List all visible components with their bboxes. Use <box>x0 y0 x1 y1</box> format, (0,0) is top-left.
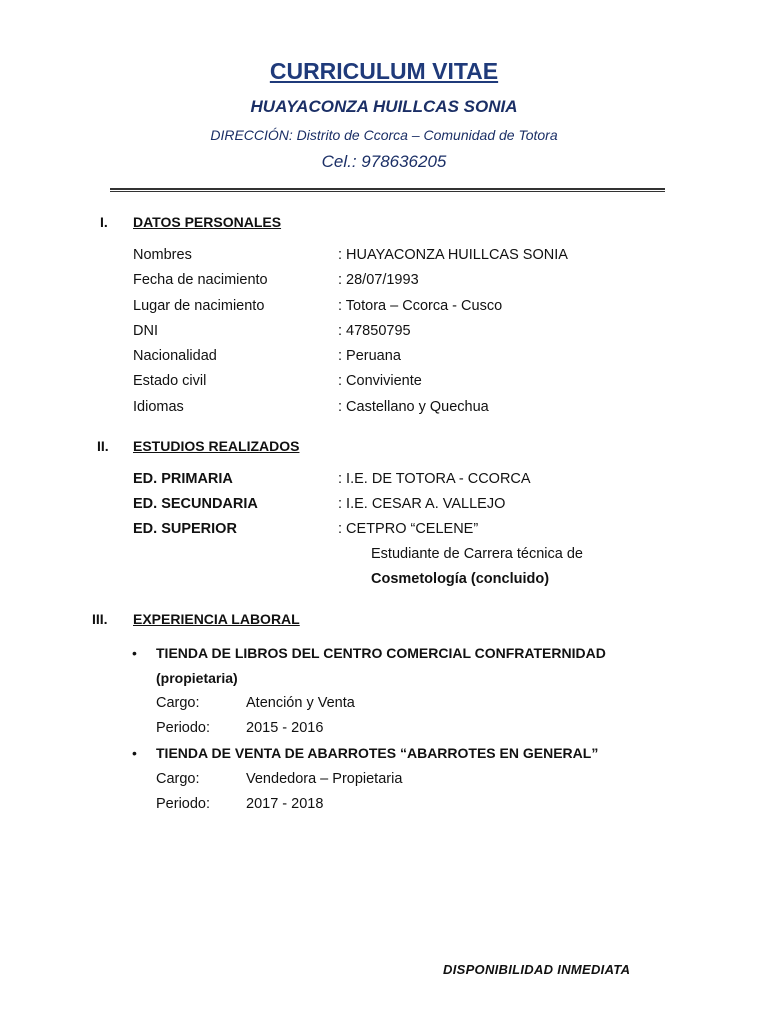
phone-line: Cel.: 978636205 <box>321 152 447 171</box>
job-title: TIENDA DE LIBROS DEL CENTRO COMERCIAL CONFRATERNIDAD <box>156 645 606 661</box>
personal-label: DNI <box>133 323 158 339</box>
section-number-experience: III. <box>92 611 108 627</box>
study-level-label: ED. SECUNDARIA <box>133 496 258 512</box>
job-period-label: Periodo: <box>156 720 211 736</box>
job-title-continued: (propietaria) <box>156 670 238 686</box>
bullet-icon: • <box>132 645 137 661</box>
section-number-personal: I. <box>100 214 108 230</box>
personal-label: Fecha de nacimiento <box>133 272 268 288</box>
personal-label: Lugar de nacimiento <box>133 298 265 314</box>
personal-label: Nacionalidad <box>133 348 217 364</box>
section-title-studies: ESTUDIOS REALIZADOS <box>133 438 300 454</box>
applicant-name: HUAYACONZA HUILLCAS SONIA <box>250 97 518 116</box>
personal-value: : 47850795 <box>338 323 411 339</box>
personal-value: : Castellano y Quechua <box>338 399 489 415</box>
personal-value: : Totora – Ccorca - Cusco <box>338 298 503 314</box>
job-cargo-value: Atención y Venta <box>246 695 355 711</box>
job-cargo-value: Vendedora – Propietaria <box>246 771 403 787</box>
section-title-experience: EXPERIENCIA LABORAL <box>133 611 300 627</box>
study-level-label: ED. PRIMARIA <box>133 471 233 487</box>
job-title: TIENDA DE VENTA DE ABARROTES “ABARROTES EN GENERAL” <box>156 745 599 761</box>
header-divider-bottom <box>110 191 665 192</box>
job-period-label: Periodo: <box>156 796 211 812</box>
document-title: CURRICULUM VITAE <box>269 58 499 84</box>
personal-value: : HUAYACONZA HUILLCAS SONIA <box>338 247 568 263</box>
personal-label: Estado civil <box>133 373 207 389</box>
job-period-value: 2017 - 2018 <box>246 796 324 812</box>
personal-value: : 28/07/1993 <box>338 272 419 288</box>
section-title-personal: DATOS PERSONALES <box>133 214 282 230</box>
personal-label: Nombres <box>133 247 192 263</box>
personal-value: : Peruana <box>338 348 401 364</box>
availability-note: DISPONIBILIDAD INMEDIATA <box>443 962 631 977</box>
study-note-line1: Estudiante de Carrera técnica de <box>371 546 583 562</box>
section-number-studies: II. <box>97 438 109 454</box>
header-divider-top <box>110 188 665 190</box>
address-line: DIRECCIÓN: Distrito de Ccorca – Comunidad de Totora <box>210 127 558 143</box>
job-period-value: 2015 - 2016 <box>246 720 324 736</box>
personal-value: : Conviviente <box>338 373 422 389</box>
study-note-line2: Cosmetología (concluido) <box>371 571 550 587</box>
job-cargo-label: Cargo: <box>156 771 200 787</box>
study-institution: : I.E. CESAR A. VALLEJO <box>338 496 506 512</box>
study-level-label: ED. SUPERIOR <box>133 521 237 537</box>
personal-label: Idiomas <box>133 399 184 415</box>
bullet-icon: • <box>132 745 137 761</box>
job-cargo-label: Cargo: <box>156 695 200 711</box>
study-institution: : CETPRO “CELENE” <box>338 521 479 537</box>
study-institution: : I.E. DE TOTORA - CCORCA <box>338 471 531 487</box>
